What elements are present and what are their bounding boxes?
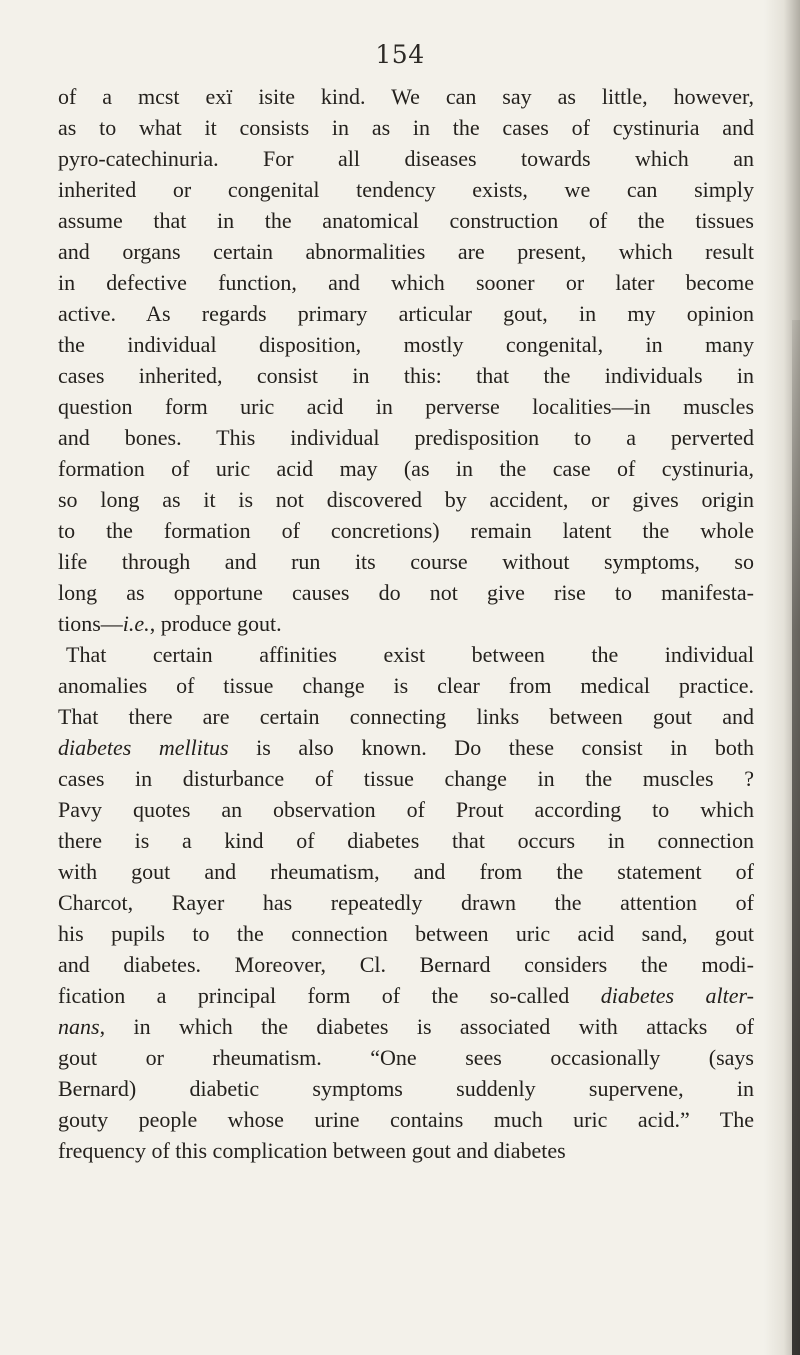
text-line: pyro-catechinuria. For all diseases towards which an xyxy=(58,146,754,171)
text-line: assume that in the anatomical construction of the tissues xyxy=(58,208,754,233)
text-line: Pavy quotes an observation of Prout according to which xyxy=(58,797,754,822)
text-line: there is a kind of diabetes that occurs in connection xyxy=(58,828,754,853)
text-line-paragraph-start: That certain affinities exist between the individual xyxy=(66,642,754,667)
text-line: the individual disposition, mostly congenital, in many xyxy=(58,332,754,357)
italic-text: i.e. xyxy=(122,611,150,636)
text-line: long as opportune causes do not give rise to manifesta- xyxy=(58,580,754,605)
text-line: That there are certain connecting links between gout and xyxy=(58,704,754,729)
text-line-end-of-paragraph: tions—i.e., produce gout. xyxy=(58,611,282,636)
text-line: in defective function, and which sooner or later become xyxy=(58,270,754,295)
text-line: his pupils to the connection between uric acid sand, gout xyxy=(58,921,754,946)
italic-text: diabetes alter- xyxy=(600,983,754,1008)
text-line: formation of uric acid may (as in the case of cystinuria, xyxy=(58,456,754,481)
text-line: anomalies of tissue change is clear from medical practice. xyxy=(58,673,754,698)
text-line: as to what it consists in as in the cases of cystinuria and xyxy=(58,115,754,140)
text-line: life through and run its course without symptoms, so xyxy=(58,549,754,574)
text-line: and diabetes. Moreover, Cl. Bernard considers the modi- xyxy=(58,952,754,977)
text-line: gouty people whose urine contains much uric acid.” The xyxy=(58,1107,754,1132)
text-line: to the formation of concretions) remain latent the whole xyxy=(58,518,754,543)
text-line: cases inherited, consist in this: that the individuals in xyxy=(58,363,754,388)
page-number: 154 xyxy=(375,40,425,69)
text-line: nans, in which the diabetes is associated with attacks of xyxy=(58,1014,754,1039)
text-line: of a mcst exї isite kind. We can say as little, however, xyxy=(58,84,754,109)
text-line: diabetes mellitus is also known. Do these consist in both xyxy=(58,735,754,760)
text-line: and bones. This individual predisposition to a perverted xyxy=(58,425,754,450)
text-line: frequency of this complication between gout and diabetes xyxy=(58,1138,566,1163)
text-line: fication a principal form of the so-called diabetes alter- xyxy=(58,983,754,1008)
text-line: and organs certain abnormalities are present, which result xyxy=(58,239,754,264)
italic-text: nans xyxy=(58,1014,100,1039)
text-line: Charcot, Rayer has repeatedly drawn the attention of xyxy=(58,890,754,915)
text-line: with gout and rheumatism, and from the statement of xyxy=(58,859,754,884)
text-line: gout or rheumatism. “One sees occasionally (says xyxy=(58,1045,754,1070)
text-line: Bernard) diabetic symptoms suddenly supervene, in xyxy=(58,1076,754,1101)
text-line: cases in disturbance of tissue change in the muscles ? xyxy=(58,766,754,791)
italic-text: diabetes mellitus xyxy=(58,735,229,760)
text-line: active. As regards primary articular gout, in my opinion xyxy=(58,301,754,326)
text-line: inherited or congenital tendency exists, we can simply xyxy=(58,177,754,202)
text-line: so long as it is not discovered by accident, or gives origin xyxy=(58,487,754,512)
binding-edge xyxy=(792,320,800,1355)
text-line: question form uric acid in perverse localities—in muscles xyxy=(58,394,754,419)
